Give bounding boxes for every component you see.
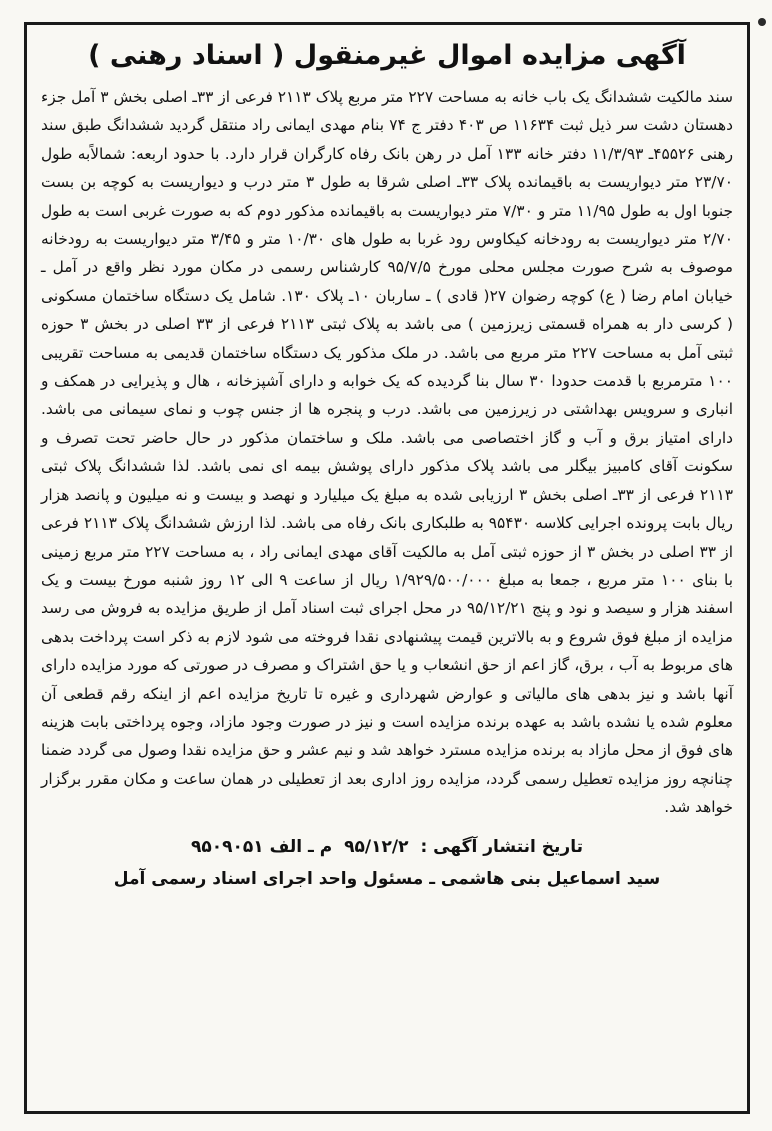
reference-number: م ـ الف ۹۵۰۹۰۵۱ (191, 836, 333, 857)
publish-date: ۹۵/۱۲/۲ (344, 836, 409, 857)
signature-line: سید اسماعیل بنی هاشمی ـ مسئول واحد اجرای اسناد رسمی آمل (113, 868, 661, 889)
publish-line (41, 834, 733, 860)
scan-mark (758, 18, 766, 26)
notice-body: سند مالکیت ششدانگ یک باب خانه به مساحت ۲۲۷ متر مربع پلاک ۲۱۱۳ فرعی از ۳۳ـ اصلی بخش ۳ آمل جزء دهستان دشت سر ذیل ثبت ۱۱۶۳۴ ص ۴۰۳ دفتر ج ۷۴ بنام مهدی ایمانی راد منتقل گردید ششدانگ طبق سند رهنی ۴۵۵۲۶ـ ۱۱/۳/۹۳ دفتر خانه ۱۳۳ آمل در رهن بانک رفاه کارگران قرار دارد. با حدود اربعه: شمالاًبه طول ۲۳/۷۰ متر دیواریست به باقیمانده پلاک ۳۳ـ اصلی شرقا به طول ۳ متر درب و دیواریست به کوچه بن بست جنوبا اول به طول ۱۱/۹۵ متر و ۷/۳۰ متر دیواریست به باقیمانده مذکور دوم که به صورت غربی است به طول ۲/۷۰ متر دیواریست به رودخانه کیکاوس رود غربا به طول های ۱۰/۳۰ متر و ۳/۴۵ متر دیواریست به رودخانه موصوف به شرح صورت مجلس محلی مورخ ۹۵/۷/۵ کارشناس رسمی در مکان مورد نظر واقع در آمل ـ خیابان امام رضا ( ع) کوچه رضوان ۲۷( قادی ) ـ ساربان ۱۰ـ پلاک ۱۳۰. شامل یک دستگاه ساختمان مسکونی ( کرسی دار به همراه قسمتی زیرزمین ) می باشد به پلاک ثبتی ۲۱۱۳ فرعی از ۳۳ اصلی در بخش ۳ حوزه ثبتی آمل به مساحت ۲۲۷ متر مربع می باشد. در ملک مذکور یک دستگاه ساختمان قدیمی به مساحت تقریبی ۱۰۰ مترمربع با قدمت حدودا ۳۰ سال بنا گردیده که یک خوابه و دارای آشپزخانه ، هال و پذیرایی در همکف و انباری و سرویس بهداشتی در زیرزمین می باشد. درب و پنجره ها از جنس چوب و نمای سیمانی می باشد. دارای امتیاز برق و آب و گاز اختصاصی می باشد. ملک و ساختمان مذکور در حال حاضر تحت تصرف و سکونت آقای کامبیز بیگلر می باشد پلاک مذکور دارای پوشش بیمه ای نمی باشد. لذا ششدانگ پلاک ثبتی ۲۱۱۳ فرعی از ۳۳ـ اصلی بخش ۳ ارزیابی شده به مبلغ یک میلیارد و نهصد و بیست و نه میلیون و پانصد هزار ریال بابت پرونده اجرایی کلاسه ۹۵۴۳۰ به طلبکاری بانک رفاه می باشد. لذا ارزش ششدانگ پلاک ۲۱۱۳ فرعی از ۳۳ اصلی در بخش ۳ از حوزه ثبتی آمل به مالکیت آقای مهدی ایمانی راد ، به مساحت ۲۲۷ متر مربع زمینی با بنای ۱۰۰ متر مربع ، جمعا به مبلغ ۱/۹۲۹/۵۰۰/۰۰۰ ریال از ساعت ۹ الی ۱۲ روز شنبه مورخ بیست و یک اسفند هزار و سیصد و نود و پنج ۹۵/۱۲/۲۱ در محل اجرای ثبت اسناد آمل از طریق مزایده به فروش می رسد مزایده از مبلغ فوق شروع و به بالاترین قیمت پیشنهادی نقدا فروخته می شود لازم به ذکر است پرداخت بدهی های مربوط به آب ، برق، گاز اعم از حق انشعاب و یا حق اشتراک و مصرف در صورتی که مورد مزایده دارای آنها باشد و نیز بدهی های مالیاتی و عوارض شهرداری و غیره تا تاریخ مزایده اعم از اینکه رقم قطعی آن معلوم شده یا نشده باشد به عهده برنده مزایده است و نیز در صورت وجود مازاد، وجوه پرداختی بابت هزینه های فوق از محل مازاد به برنده مزایده مسترد خواهد شد و نیم عشر و حق مزایده نقدا وصول می گردد ضمنا چنانچه روز مزایده تعطیل رسمی گردد، مزایده روز اداری بعد از تعطیلی در همان ساعت و مکان مقرر برگزار خواهد شد. (41, 88, 734, 817)
notice-title: آگهی مزایده اموال غیرمنقول ( اسناد رهنی ) (88, 40, 686, 71)
publish-label: تاریخ انتشار آگهی : (420, 836, 583, 857)
notice-frame (24, 22, 750, 1114)
